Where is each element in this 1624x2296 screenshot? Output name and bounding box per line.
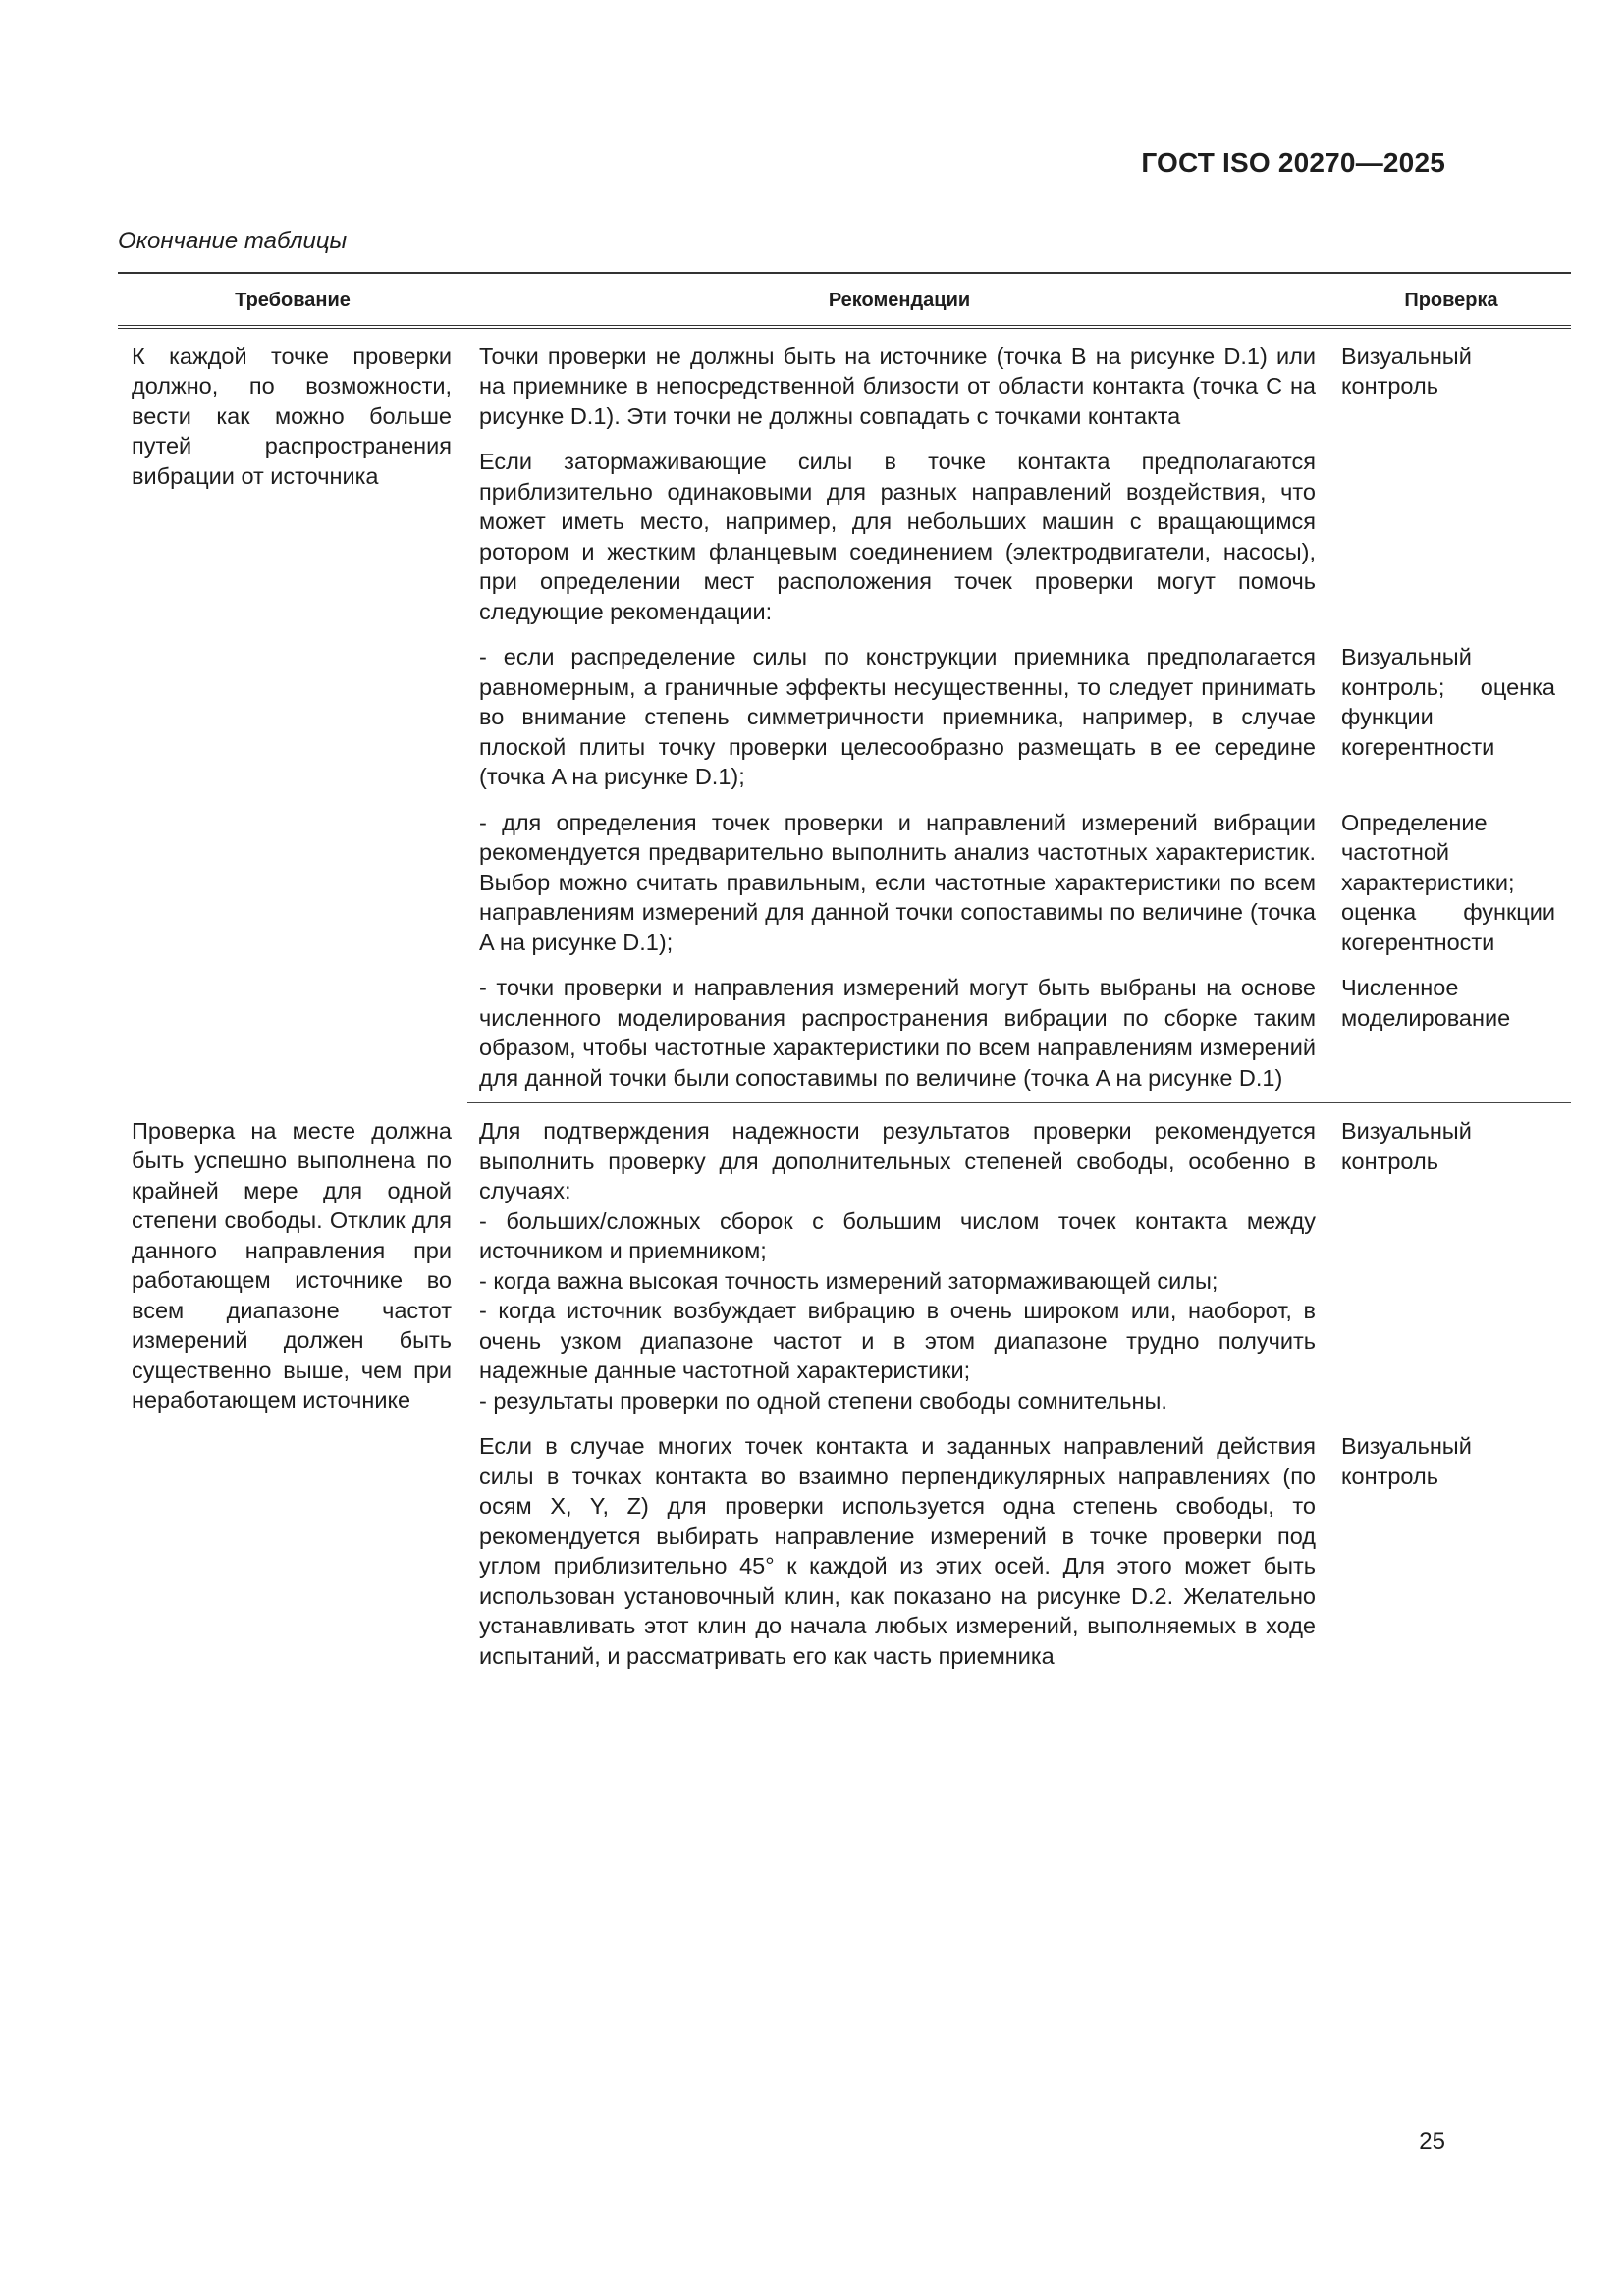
- table-body: [118, 327, 1571, 1685]
- requirement-cell: Проверка на месте должна быть успешно выполнена по крайней мере для одной степени свободы. Отклик для данного направления при работающем источнике во всем диапазоне частот измерений должен быть существенно выше, чем при неработающем источнике: [132, 1117, 452, 1413]
- recommendation-cell: - точки проверки и направления измерений могут быть выбраны на основе численного моделирования распространения вибрации по сборке таким образом, чтобы частотные характеристики по всем направлениям измерений для данной точки были сопоставимы по величине (точка A на рисунке D.1): [467, 957, 1331, 1103]
- check-cell: [1331, 431, 1571, 626]
- recommendation-cell: - для определения точек проверки и направлений измерений вибрации рекомендуется предварительно выполнить анализ частотных характеристик. Выбор можно считать правильным, если частотные характеристики по всем направлениям измерений для данной точки сопоставимы по величине (точка A на рисунке D.1);: [479, 809, 1316, 955]
- column-header-requirement: Требование: [118, 273, 467, 327]
- page-number: 25: [1419, 2128, 1445, 2155]
- column-header-check: Проверка: [1331, 273, 1571, 327]
- table-row: [118, 327, 1571, 432]
- recommendation-cell: Для подтверждения надежности результатов проверки рекомендуется выполнить проверку для дополнительных степеней свободы, особенно в случаях: - больших/сложных сборок с большим числом точек контакта между источником и приемником; - когда важна высокая точность измерений затормаживающей силы; - когда источник возбуждает вибрацию в очень широком или, наоборот, в очень узком диапазоне частот и в этом диапазоне трудно получить надежные данные частотной характеристики; - результаты проверки по одной степени свободы сомнительны.: [479, 1118, 1316, 1414]
- requirements-table: [118, 272, 1571, 1684]
- table-header: [118, 273, 1571, 327]
- check-cell: Визуальный контроль; оценка функции когерентности: [1341, 644, 1555, 760]
- recommendation-cell: - если распределение силы по конструкции приемника предполагается равномерным, а граничные эффекты несущественны, то следует принимать во внимание степень симметричности приемника, например, в случае плоской плиты точку проверки целесообразно размещать в ее середине (точка A на рисунке D.1);: [479, 644, 1316, 789]
- check-cell: Визуальный контроль: [1341, 1433, 1472, 1489]
- document-standard-number: ГОСТ ISO 20270—2025: [1141, 147, 1445, 178]
- requirement-cell: К каждой точке проверки должно, по возможности, вести как можно больше путей распространения вибрации от источника: [132, 343, 452, 489]
- check-cell: Численное моделирование: [1331, 957, 1571, 1103]
- check-cell: Визуальный контроль: [1341, 343, 1472, 399]
- check-cell: Визуальный контроль: [1341, 1118, 1472, 1174]
- recommendation-cell: Точки проверки не должны быть на источнике (точка B на рисунке D.1) или на приемнике в непосредственной близости от области контакта (точка C на рисунке D.1). Эти точки не должны совпадать с точками контакта: [479, 343, 1316, 429]
- table-header-row: [118, 273, 1571, 327]
- column-header-recommendations: Рекомендации: [467, 273, 1331, 327]
- check-cell: Определение частотной характеристики; оценка функции когерентности: [1341, 809, 1555, 955]
- recommendation-cell: Если затормаживающие силы в точке контакта предполагаются приблизительно одинаковыми для разных направлений воздействия, что может иметь место, например, для небольших машин с вращающимся ротором и жестким фланцевым соединением (электродвигатели, насосы), при определении мест расположения точек проверки могут помочь следующие рекомендации:: [479, 449, 1316, 624]
- recommendation-cell: Если в случае многих точек контакта и заданных направлений действия силы в точках контакта во взаимно перпендикулярных направлениях (по осям X, Y, Z) для проверки используется одна степень свободы, то рекомендуется выбирать направление измерений в точке проверки под углом приблизительно 45° к каждой из этих осей. Для этого может быть использован установочный клин, как показано на рисунке D.2. Желательно устанавливать этот клин до начала любых измерений, выполняемых в ходе испытаний, и рассматривать его как часть приемника: [479, 1433, 1316, 1669]
- table-caption: Окончание таблицы: [118, 228, 348, 254]
- table-row: [118, 1103, 1571, 1416]
